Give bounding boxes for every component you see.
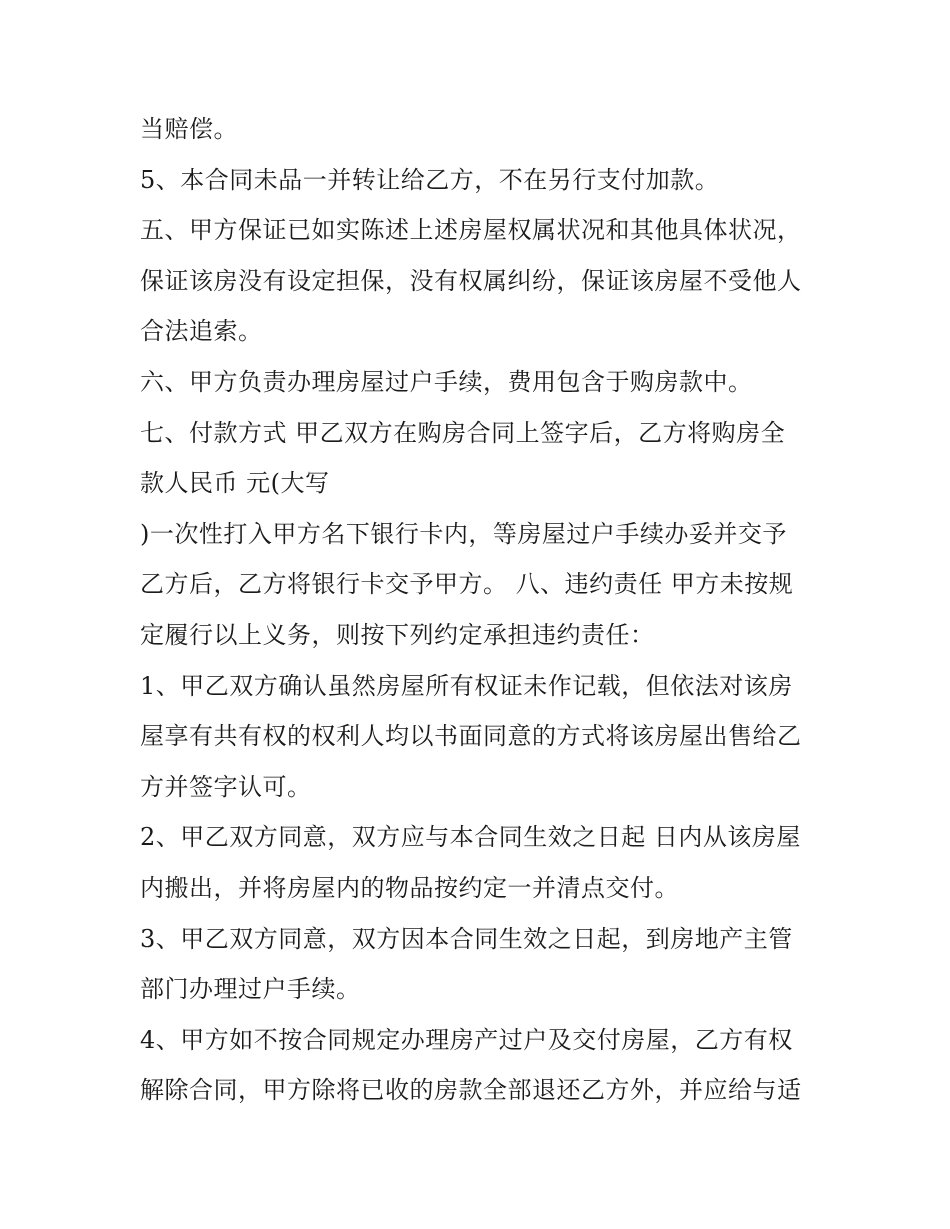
- text-line: 屋享有共有权的权利人均以书面同意的方式将该房屋出售给乙: [140, 722, 802, 751]
- text-line: 3、甲乙双方同意，双方因本合同生效之日起，到房地产主管: [140, 924, 793, 953]
- text-line: 内搬出，并将房屋内的物品按约定一并清点交付。: [140, 873, 679, 902]
- text-line: 1、甲乙双方确认虽然房屋所有权证未作记载，但依法对该房: [140, 671, 793, 700]
- text-line: 4、甲方如不按合同规定办理房产过户及交付房屋，乙方有权: [140, 1025, 793, 1054]
- text-line: 部门办理过户手续。: [140, 975, 361, 1004]
- text-line: 定履行以上义务，则按下列约定承担违约责任：: [140, 620, 655, 649]
- text-line: 六、甲方负责办理房屋过户手续，费用包含于购房款中。: [140, 367, 753, 396]
- text-line: 当赔偿。: [140, 115, 238, 143]
- text-line: )一次性打入甲方名下银行卡内，等房屋过户手续办妥并交予: [140, 519, 787, 548]
- text-line: 款人民币 元(大写: [140, 469, 330, 498]
- text-line: 解除合同，甲方除将已收的房款全部退还乙方外，并应给与适: [140, 1076, 802, 1105]
- text-line: 方并签字认可。: [140, 772, 312, 801]
- text-line: 保证该房没有设定担保，没有权属纠纷，保证该房屋不受他人: [140, 266, 802, 295]
- text-line: 七、付款方式 甲乙双方在购房合同上签字后，乙方将购房全: [140, 418, 786, 447]
- text-line: 五、甲方保证已如实陈述上述房屋权属状况和其他具体状况，: [140, 216, 802, 245]
- text-line: 2、甲乙双方同意，双方应与本合同生效之日起 日内从该房屋: [140, 823, 801, 852]
- text-line: 乙方后，乙方将银行卡交予甲方。 八、违约责任 甲方未按规: [140, 570, 794, 599]
- text-line: 合法追索。: [140, 317, 263, 346]
- text-line: 5、本合同未品一并转让给乙方，不在另行支付加款。: [140, 165, 720, 194]
- contract-body-text: [140, 104, 830, 1116]
